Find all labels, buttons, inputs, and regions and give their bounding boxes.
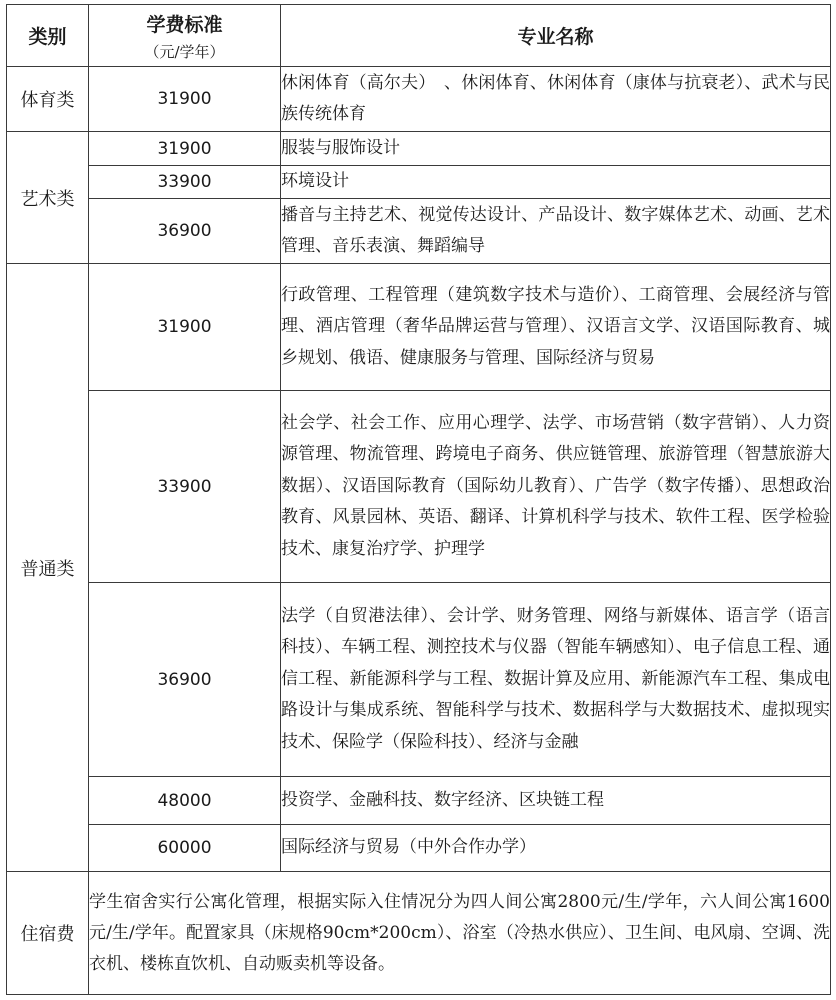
category-cell-arts: 艺术类 <box>7 132 89 264</box>
fee-cell: 33900 <box>89 391 281 583</box>
majors-cell: 播音与主持艺术、视觉传达设计、产品设计、数字媒体艺术、动画、艺术管理、音乐表演、舞蹈编导 <box>281 199 831 264</box>
table-header-row <box>7 5 831 67</box>
category-cell-general: 普通类 <box>7 264 89 872</box>
majors-cell: 国际经济与贸易（中外合作办学） <box>281 825 831 872</box>
header-majors: 专业名称 <box>281 5 831 67</box>
fee-cell: 31900 <box>89 264 281 391</box>
majors-cell: 社会学、社会工作、应用心理学、法学、市场营销（数字营销）、人力资源管理、物流管理、跨境电子商务、供应链管理、旅游管理（智慧旅游大数据）、汉语国际教育（国际幼儿教育）、广告学（数字传播）、思想政治教育、风景园林、英语、翻译、计算机科学与技术、软件工程、医学检验技术、康复治疗学、护理学 <box>281 391 831 583</box>
header-category: 类别 <box>7 5 89 67</box>
table-row <box>7 825 831 872</box>
dormitory-text: 学生宿舍实行公寓化管理，根据实际入住情况分为四人间公寓2800元/生/学年，六人间公寓1600元/生/学年。配置家具（床规格90cm*200cm）、浴室（冷热水供应）、卫生间、电风扇、空调、洗衣机、楼栋直饮机、自动贩卖机等设备。 <box>89 872 831 995</box>
category-cell-dormitory: 住宿费 <box>7 872 89 995</box>
fee-cell: 48000 <box>89 777 281 825</box>
header-fee-unit: （元/学年） <box>144 42 225 61</box>
table-row <box>7 391 831 583</box>
table-row <box>7 777 831 825</box>
table-row <box>7 132 831 166</box>
fee-cell: 31900 <box>89 67 281 132</box>
fee-cell: 36900 <box>89 199 281 264</box>
dormitory-row <box>7 872 831 995</box>
table-row <box>7 67 831 132</box>
tuition-fee-table <box>6 4 831 995</box>
table-row <box>7 199 831 264</box>
table-row <box>7 264 831 391</box>
fee-cell: 31900 <box>89 132 281 166</box>
category-cell-sports: 体育类 <box>7 67 89 132</box>
majors-cell: 环境设计 <box>281 166 831 199</box>
majors-cell: 法学（自贸港法律）、会计学、财务管理、网络与新媒体、语言学（语言科技）、车辆工程、测控技术与仪器（智能车辆感知）、电子信息工程、通信工程、新能源科学与工程、数据计算及应用、新能源汽车工程、集成电路设计与集成系统、智能科学与技术、数据科学与大数据技术、虚拟现实技术、保险学（保险科技）、经济与金融 <box>281 583 831 777</box>
table-row <box>7 166 831 199</box>
header-fee-label: 学费标准 <box>146 13 223 36</box>
table-row <box>7 583 831 777</box>
majors-cell: 服装与服饰设计 <box>281 132 831 166</box>
majors-cell: 行政管理、工程管理（建筑数字技术与造价）、工商管理、会展经济与管理、酒店管理（奢华品牌运营与管理）、汉语言文学、汉语国际教育、城乡规划、俄语、健康服务与管理、国际经济与贸易 <box>281 264 831 391</box>
majors-cell: 投资学、金融科技、数字经济、区块链工程 <box>281 777 831 825</box>
fee-cell: 36900 <box>89 583 281 777</box>
fee-cell: 60000 <box>89 825 281 872</box>
header-fee <box>89 5 281 67</box>
majors-cell: 休闲体育（高尔夫） 、休闲体育、休闲体育（康体与抗衰老）、武术与民族传统体育 <box>281 67 831 132</box>
fee-cell: 33900 <box>89 166 281 199</box>
